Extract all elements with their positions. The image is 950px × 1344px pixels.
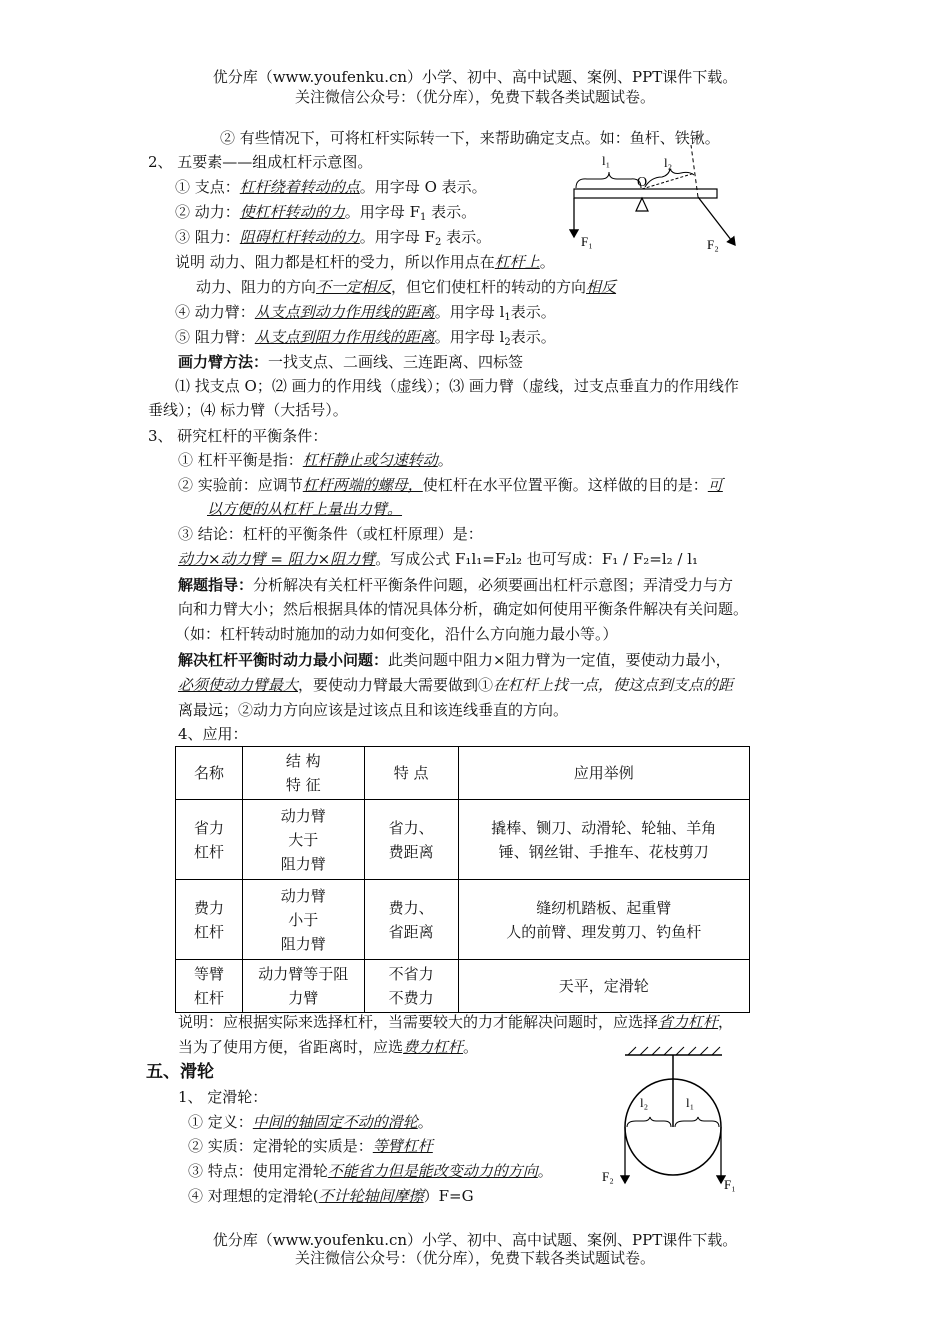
- l1-brace: [675, 1117, 719, 1127]
- ceiling-hatch: [628, 1047, 720, 1055]
- guide-line-1: 解题指导：分析解决有关杠杆平衡条件问题，必须要画出杠杆示意图；弄清受力与方: [178, 576, 734, 594]
- fulcrum-triangle: [636, 198, 648, 211]
- balance-item-2: ② 实验前：应调节杠杆两端的螺母，使杠杆在水平位置平衡。这样做的目的是：可: [178, 476, 723, 494]
- l2-brace: [627, 1117, 671, 1127]
- footer-line-1: 优分库（www.youfenku.cn）小学、初中、高中试题、案例、PPT课件下载。: [212, 1231, 738, 1249]
- lever-bar: [574, 189, 717, 198]
- explain-line-2: 动力、阻力的方向不一定相反，但它们使杠杆的转动的方向相反: [196, 278, 617, 296]
- table-cell: 省力、 费距离: [364, 800, 458, 880]
- footer-line-2: 关注微信公众号：（优分库），免费下载各类试题试卷。: [294, 1249, 655, 1267]
- table-cell: 动力臂 小于 阻力臂: [242, 880, 364, 960]
- selection-note-2: 当为了使用方便，省距离时，应选费力杠杆。: [178, 1038, 479, 1056]
- pulley-diagram: [600, 1045, 750, 1195]
- table-row: [176, 800, 750, 880]
- table-header-row: [176, 747, 750, 800]
- header-line-2: 关注微信公众号：（优分库），免费下载各类试题试卷。: [294, 88, 655, 106]
- application-title: 4、应用：: [178, 725, 248, 743]
- table-row: [176, 880, 750, 960]
- table-header-cell: 应用举例: [458, 747, 749, 800]
- table-body: [176, 747, 750, 1013]
- table-header-cell: 特 点: [364, 747, 458, 800]
- lever-diagram: [565, 145, 755, 260]
- fulcrum-line: ① 支点：杠杆绕着转动的点。用字母 O 表示。: [175, 178, 487, 196]
- table-header-cell: 名称: [176, 747, 243, 800]
- min-force-line-3: 离最远；②动力方向应该是过该点且和该连线垂直的方向。: [178, 701, 569, 719]
- balance-formula: 动力×动力臂 = 阻力×阻力臂。写成公式 F₁l₁=F₂l₂ 也可写成：F₁ / F₂=l₂ / l₁: [178, 550, 699, 568]
- explain-line-1: 说明 动力、阻力都是杠杆的受力，所以作用点在杠杆上。: [175, 253, 555, 271]
- table-cell: 天平，定滑轮: [458, 960, 749, 1013]
- effort-arm-line: ④ 动力臂：从支点到动力作用线的距离。用字母 $l_1$表示。: [175, 303, 556, 323]
- l2-brace: [645, 169, 694, 187]
- table-cell: 等臂 杠杆: [176, 960, 243, 1013]
- pulley-section-title: 五、滑轮: [146, 1062, 214, 1082]
- balance-item-3: ③ 结论：杠杆的平衡条件（或杠杆原理）是：: [178, 525, 483, 543]
- pulley-definition: ① 定义：中间的轴固定不动的滑轮。: [188, 1113, 433, 1131]
- resistance-arm-line: ⑤ 阻力臂：从支点到阻力作用线的距离。用字母 $l_2$表示。: [175, 328, 556, 348]
- pulley-feature: ③ 特点：使用定滑轮不能省力但是能改变动力的方向。: [188, 1162, 553, 1180]
- table-row: [176, 960, 750, 1013]
- table-cell: 省力 杠杆: [176, 800, 243, 880]
- guide-line-3: （如：杠杆转动时施加的动力如何变化，沿什么方向施力最小等。）: [175, 625, 618, 643]
- f2-label: F₂: [707, 237, 719, 252]
- pulley-ideal: ④ 对理想的定滑轮(不计轮轴间摩擦）F=G: [188, 1187, 474, 1205]
- effort-line: ② 动力：使杠杆转动的力。用字母 $F_1$ 表示。: [175, 203, 477, 223]
- note-find-pivot: ② 有些情况下，可将杠杆实际转一下，来帮助确定支点。如：鱼杆、铁锹。: [220, 129, 720, 147]
- l2-label: l₂: [640, 1095, 649, 1110]
- min-force-line-1: 解决杠杆平衡时动力最小问题：此类问题中阻力×阻力臂为一定值，要使动力最小，: [178, 651, 731, 669]
- arm-method-line: 画力臂方法：一找支点、二画线、三连距离、四标签: [178, 353, 524, 371]
- selection-note-1: 说明：应根据实际来选择杠杆，当需要较大的力才能解决问题时，应选择省力杠杆，: [178, 1013, 734, 1031]
- table-header-cell: 结 构 特 征: [242, 747, 364, 800]
- pulley-essence: ② 实质：定滑轮的实质是：等臂杠杆: [188, 1137, 433, 1155]
- f1-label: F₁: [581, 234, 593, 249]
- header-line-1: 优分库（www.youfenku.cn）小学、初中、高中试题、案例、PPT课件下载。: [212, 68, 738, 86]
- arm-method-detail-2: 垂线）；⑷ 标力臂（大括号）。: [148, 401, 348, 419]
- arm-method-detail-1: ⑴ 找支点 O；⑵ 画力的作用线（虚线）；⑶ 画力臂（虚线，过支点垂直力的作用线作: [175, 377, 739, 395]
- table-cell: 费力 杠杆: [176, 880, 243, 960]
- l1-brace: [576, 172, 641, 188]
- table-cell: 动力臂等于阻 力臂: [242, 960, 364, 1013]
- fixed-pulley-title: 1、 定滑轮：: [178, 1088, 268, 1106]
- f1-label: F₁: [724, 1177, 736, 1192]
- five-elements-title: 2、 五要素——组成杠杆示意图。: [148, 153, 373, 171]
- balance-item-1: ① 杠杆平衡是指：杠杆静止或匀速转动。: [178, 451, 453, 469]
- guide-line-2: 向和力臂大小；然后根据具体的情况具体分析，确定如何使用平衡条件解决有关问题。: [178, 600, 749, 618]
- table-cell: 撬棒、铡刀、动滑轮、轮轴、羊角 锤、钢丝钳、手推车、花枝剪刀: [458, 800, 749, 880]
- l2-label: l₂: [664, 155, 673, 170]
- balance-title: 3、 研究杠杆的平衡条件：: [148, 427, 328, 445]
- l1-label: l₁: [602, 153, 611, 168]
- f2-label: F₂: [602, 1169, 614, 1184]
- o-label: O: [637, 175, 648, 190]
- table-cell: 不省力 不费力: [364, 960, 458, 1013]
- table-cell: 费力、 省距离: [364, 880, 458, 960]
- lever-application-table: [175, 746, 750, 1013]
- table-cell: 动力臂 大于 阻力臂: [242, 800, 364, 880]
- l1-label: l₁: [686, 1095, 695, 1110]
- min-force-line-2: 必须使动力臂最大，要使动力臂最大需要做到①在杠杆上找一点，使这点到支点的距: [178, 676, 734, 694]
- resistance-line: ③ 阻力：阻碍杠杆转动的力。用字母 $F_2$ 表示。: [175, 228, 492, 248]
- balance-item-2-cont: 以方便的从杠杆上量出力臂。: [207, 500, 403, 518]
- table-cell: 缝纫机踏板、起重臂 人的前臂、理发剪刀、钓鱼杆: [458, 880, 749, 960]
